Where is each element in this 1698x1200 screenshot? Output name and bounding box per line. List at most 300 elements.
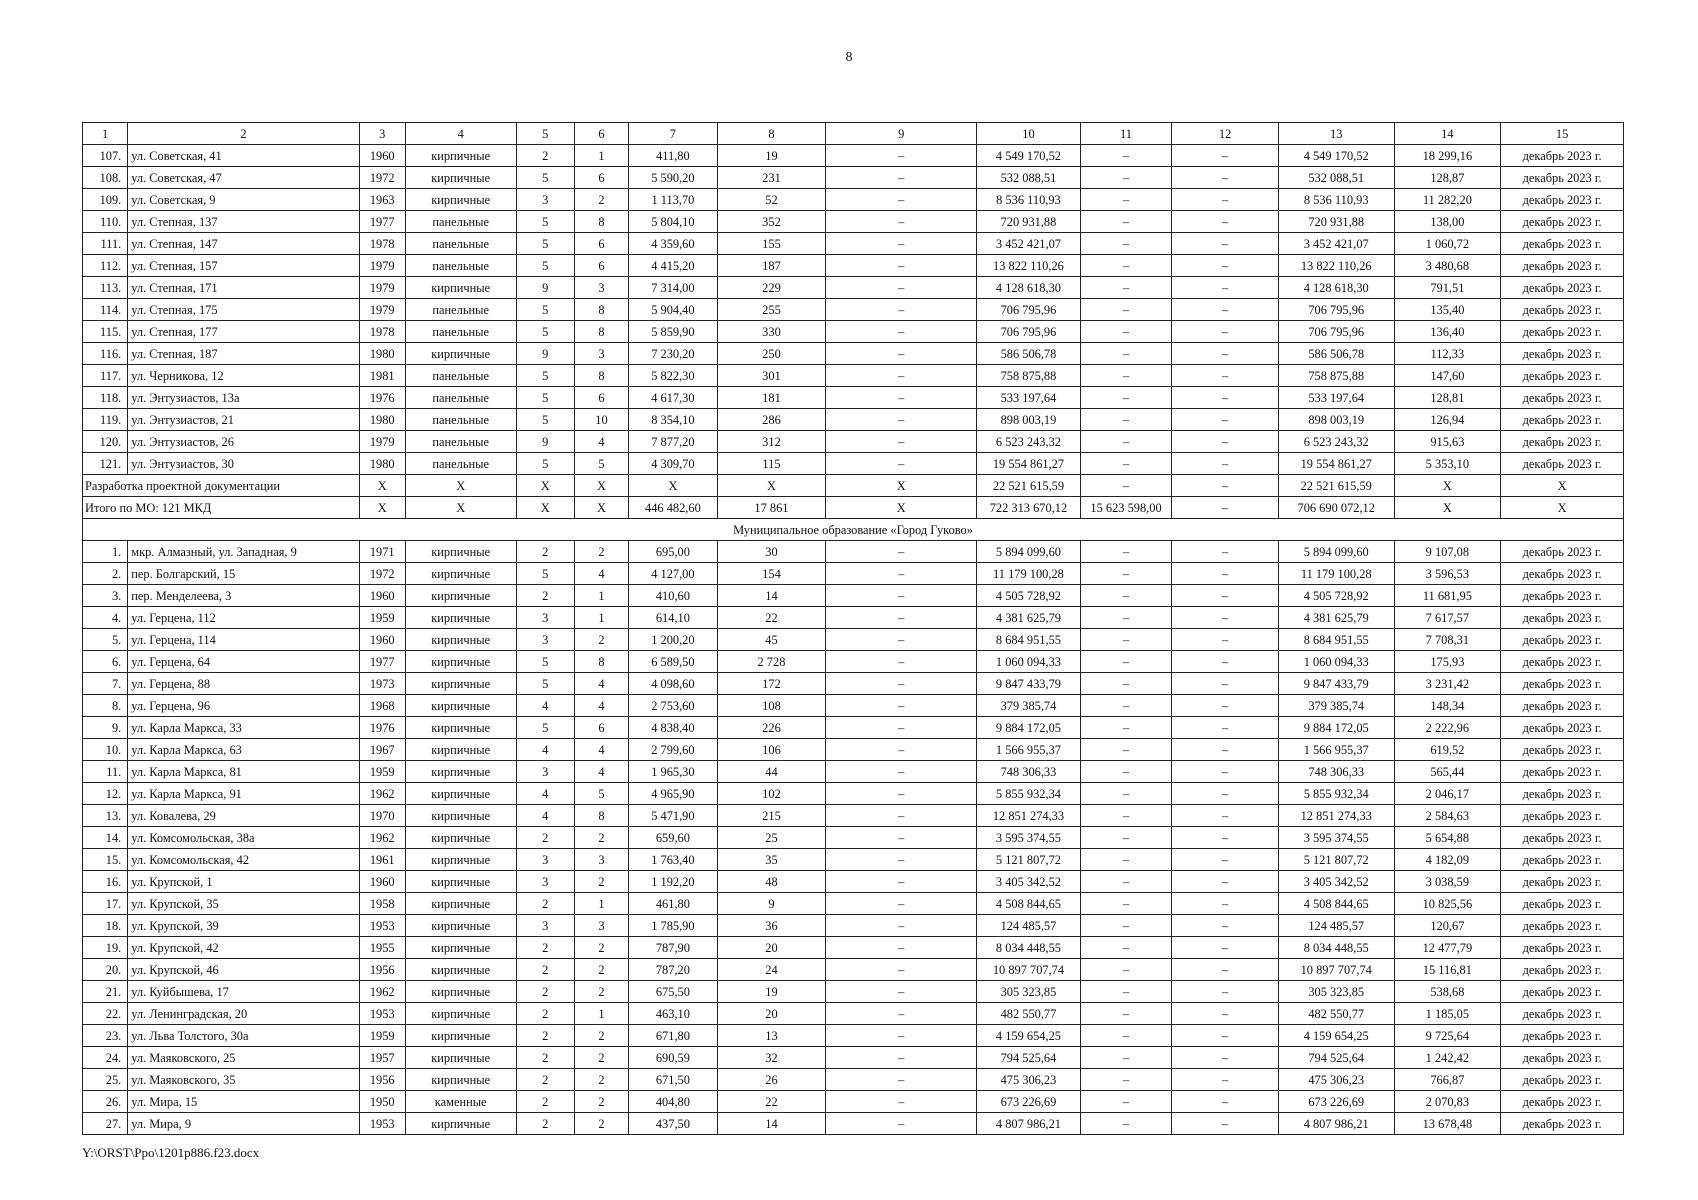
col-11: – [1080, 409, 1172, 431]
cost-total: 1 060 094,33 [977, 651, 1081, 673]
area: 5 590,20 [629, 167, 718, 189]
year: 1970 [359, 805, 405, 827]
col-11: – [1080, 277, 1172, 299]
wall-material: кирпичные [405, 167, 516, 189]
table-row [83, 453, 1624, 475]
row-no: 4. [83, 607, 128, 629]
wall-material: каменные [405, 1091, 516, 1113]
row-no: 110. [83, 211, 128, 233]
address: ул. Карла Маркса, 91 [128, 783, 359, 805]
residents: 36 [717, 915, 826, 937]
cost-13: 720 931,88 [1278, 211, 1394, 233]
table-row [83, 893, 1624, 915]
cost-13: 4 381 625,79 [1278, 607, 1394, 629]
total-row-cell: X [516, 497, 574, 519]
cost-13: 3 595 374,55 [1278, 827, 1394, 849]
area: 1 965,30 [629, 761, 718, 783]
residents: 250 [717, 343, 826, 365]
wall-material: кирпичные [405, 783, 516, 805]
col-11: – [1080, 937, 1172, 959]
area: 1 113,70 [629, 189, 718, 211]
area: 614,10 [629, 607, 718, 629]
table-row [83, 981, 1624, 1003]
residents: 330 [717, 321, 826, 343]
cost-13: 379 385,74 [1278, 695, 1394, 717]
table-row [83, 343, 1624, 365]
deadline: декабрь 2023 г. [1501, 1113, 1624, 1135]
wall-material: кирпичные [405, 1113, 516, 1135]
design-row-cell: X [1394, 475, 1501, 497]
area: 4 415,20 [629, 255, 718, 277]
residents: 255 [717, 299, 826, 321]
cost-per-m2: 18 299,16 [1394, 145, 1501, 167]
cost-per-m2: 9 725,64 [1394, 1025, 1501, 1047]
cost-13: 9 884 172,05 [1278, 717, 1394, 739]
table-row [83, 783, 1624, 805]
year: 1953 [359, 1003, 405, 1025]
entrances: 2 [574, 1025, 628, 1047]
col-9: – [826, 387, 977, 409]
cost-per-m2: 136,40 [1394, 321, 1501, 343]
entrances: 2 [574, 1047, 628, 1069]
cost-per-m2: 3 038,59 [1394, 871, 1501, 893]
deadline: декабрь 2023 г. [1501, 1025, 1624, 1047]
year: 1960 [359, 145, 405, 167]
col-11: – [1080, 1047, 1172, 1069]
col-9: – [826, 365, 977, 387]
cost-per-m2: 3 480,68 [1394, 255, 1501, 277]
deadline: декабрь 2023 г. [1501, 255, 1624, 277]
row-no: 9. [83, 717, 128, 739]
address: ул. Герцена, 88 [128, 673, 359, 695]
col-11: – [1080, 233, 1172, 255]
col-11: – [1080, 585, 1172, 607]
table-row [83, 1025, 1624, 1047]
cost-13: 5 894 099,60 [1278, 541, 1394, 563]
residents: 19 [717, 145, 826, 167]
row-no: 18. [83, 915, 128, 937]
table-row [83, 211, 1624, 233]
address: ул. Крупской, 42 [128, 937, 359, 959]
col-12: – [1172, 409, 1279, 431]
table-row [83, 541, 1624, 563]
col-9: – [826, 321, 977, 343]
row-no: 25. [83, 1069, 128, 1091]
floors: 5 [516, 673, 574, 695]
floors: 2 [516, 1047, 574, 1069]
col-12: – [1172, 629, 1279, 651]
wall-material: кирпичные [405, 1069, 516, 1091]
col-11: – [1080, 431, 1172, 453]
area: 7 230,20 [629, 343, 718, 365]
address: ул. Крупской, 46 [128, 959, 359, 981]
cost-total: 3 595 374,55 [977, 827, 1081, 849]
area: 5 471,90 [629, 805, 718, 827]
col-11: – [1080, 651, 1172, 673]
floors: 9 [516, 431, 574, 453]
residents: 226 [717, 717, 826, 739]
row-no: 121. [83, 453, 128, 475]
table-row [83, 959, 1624, 981]
floors: 2 [516, 981, 574, 1003]
area: 1 763,40 [629, 849, 718, 871]
floors: 5 [516, 255, 574, 277]
address: ул. Куйбышева, 17 [128, 981, 359, 1003]
deadline: декабрь 2023 г. [1501, 805, 1624, 827]
table-row [83, 1069, 1624, 1091]
cost-per-m2: 1 185,05 [1394, 1003, 1501, 1025]
col-11: – [1080, 321, 1172, 343]
cost-13: 673 226,69 [1278, 1091, 1394, 1113]
col-12: – [1172, 541, 1279, 563]
wall-material: панельные [405, 431, 516, 453]
cost-per-m2: 9 107,08 [1394, 541, 1501, 563]
col-12: – [1172, 1003, 1279, 1025]
wall-material: кирпичные [405, 981, 516, 1003]
cost-total: 706 795,96 [977, 299, 1081, 321]
cost-total: 4 381 625,79 [977, 607, 1081, 629]
entrances: 3 [574, 849, 628, 871]
floors: 2 [516, 145, 574, 167]
entrances: 4 [574, 563, 628, 585]
file-path-footer: Y:\ORST\Ppo\1201p886.f23.docx [82, 1145, 260, 1160]
header-cell: 15 [1501, 123, 1624, 145]
cost-13: 305 323,85 [1278, 981, 1394, 1003]
header-cell: 6 [574, 123, 628, 145]
design-row-cell: 22 521 615,59 [1278, 475, 1394, 497]
area: 4 359,60 [629, 233, 718, 255]
col-12: – [1172, 717, 1279, 739]
col-9: – [826, 849, 977, 871]
floors: 4 [516, 695, 574, 717]
entrances: 4 [574, 761, 628, 783]
residents: 14 [717, 1113, 826, 1135]
entrances: 6 [574, 233, 628, 255]
area: 675,50 [629, 981, 718, 1003]
cost-total: 13 822 110,26 [977, 255, 1081, 277]
col-12: – [1172, 827, 1279, 849]
area: 690,59 [629, 1047, 718, 1069]
floors: 3 [516, 607, 574, 629]
table-row [83, 189, 1624, 211]
floors: 2 [516, 541, 574, 563]
year: 1950 [359, 1091, 405, 1113]
cost-total: 758 875,88 [977, 365, 1081, 387]
col-11: – [1080, 255, 1172, 277]
design-row-cell: X [359, 475, 405, 497]
cost-total: 794 525,64 [977, 1047, 1081, 1069]
area: 1 785,90 [629, 915, 718, 937]
wall-material: кирпичные [405, 849, 516, 871]
cost-total: 8 034 448,55 [977, 937, 1081, 959]
floors: 5 [516, 409, 574, 431]
col-12: – [1172, 233, 1279, 255]
area: 4 098,60 [629, 673, 718, 695]
col-11: – [1080, 1003, 1172, 1025]
floors: 3 [516, 915, 574, 937]
year: 1959 [359, 607, 405, 629]
cost-13: 19 554 861,27 [1278, 453, 1394, 475]
deadline: декабрь 2023 г. [1501, 651, 1624, 673]
cost-13: 4 505 728,92 [1278, 585, 1394, 607]
entrances: 4 [574, 739, 628, 761]
wall-material: панельные [405, 233, 516, 255]
col-11: – [1080, 805, 1172, 827]
col-12: – [1172, 211, 1279, 233]
col-9: – [826, 299, 977, 321]
table-row [83, 563, 1624, 585]
col-12: – [1172, 673, 1279, 695]
area: 8 354,10 [629, 409, 718, 431]
col-9: – [826, 1047, 977, 1069]
residents: 20 [717, 1003, 826, 1025]
year: 1959 [359, 761, 405, 783]
entrances: 2 [574, 1091, 628, 1113]
row-no: 3. [83, 585, 128, 607]
deadline: декабрь 2023 г. [1501, 321, 1624, 343]
design-row-cell: X [717, 475, 826, 497]
floors: 9 [516, 343, 574, 365]
col-12: – [1172, 1025, 1279, 1047]
entrances: 8 [574, 299, 628, 321]
floors: 5 [516, 453, 574, 475]
cost-per-m2: 538,68 [1394, 981, 1501, 1003]
wall-material: кирпичные [405, 915, 516, 937]
address: ул. Карла Маркса, 33 [128, 717, 359, 739]
year: 1977 [359, 651, 405, 673]
cost-total: 379 385,74 [977, 695, 1081, 717]
design-row-cell: X [826, 475, 977, 497]
floors: 5 [516, 717, 574, 739]
wall-material: кирпичные [405, 277, 516, 299]
entrances: 1 [574, 145, 628, 167]
col-11: – [1080, 387, 1172, 409]
entrances: 2 [574, 1113, 628, 1135]
year: 1962 [359, 783, 405, 805]
cost-total: 8 536 110,93 [977, 189, 1081, 211]
floors: 5 [516, 365, 574, 387]
deadline: декабрь 2023 г. [1501, 871, 1624, 893]
area: 695,00 [629, 541, 718, 563]
area: 463,10 [629, 1003, 718, 1025]
col-9: – [826, 453, 977, 475]
entrances: 8 [574, 805, 628, 827]
floors: 2 [516, 1025, 574, 1047]
entrances: 5 [574, 453, 628, 475]
header-cell: 12 [1172, 123, 1279, 145]
residents: 172 [717, 673, 826, 695]
entrances: 3 [574, 343, 628, 365]
year: 1971 [359, 541, 405, 563]
row-no: 17. [83, 893, 128, 915]
col-9: – [826, 607, 977, 629]
address: ул. Герцена, 114 [128, 629, 359, 651]
floors: 9 [516, 277, 574, 299]
floors: 3 [516, 189, 574, 211]
col-11: – [1080, 717, 1172, 739]
col-9: – [826, 937, 977, 959]
wall-material: кирпичные [405, 695, 516, 717]
row-no: 24. [83, 1047, 128, 1069]
header-cell: 9 [826, 123, 977, 145]
table-row [83, 431, 1624, 453]
address: пер. Менделеева, 3 [128, 585, 359, 607]
total-row-label: Итого по МО: 121 МКД [83, 497, 360, 519]
cost-per-m2: 15 116,81 [1394, 959, 1501, 981]
area: 437,50 [629, 1113, 718, 1135]
cost-total: 706 795,96 [977, 321, 1081, 343]
entrances: 8 [574, 651, 628, 673]
cost-per-m2: 138,00 [1394, 211, 1501, 233]
col-9: – [826, 585, 977, 607]
deadline: декабрь 2023 г. [1501, 673, 1624, 695]
col-11: – [1080, 959, 1172, 981]
cost-total: 4 549 170,52 [977, 145, 1081, 167]
cost-total: 124 485,57 [977, 915, 1081, 937]
address: ул. Карла Маркса, 81 [128, 761, 359, 783]
col-9: – [826, 893, 977, 915]
wall-material: кирпичные [405, 1047, 516, 1069]
address: ул. Герцена, 112 [128, 607, 359, 629]
row-no: 115. [83, 321, 128, 343]
col-9: – [826, 629, 977, 651]
area: 5 804,10 [629, 211, 718, 233]
col-11: – [1080, 783, 1172, 805]
entrances: 2 [574, 1069, 628, 1091]
wall-material: панельные [405, 321, 516, 343]
year: 1976 [359, 387, 405, 409]
cost-total: 4 128 618,30 [977, 277, 1081, 299]
deadline: декабрь 2023 г. [1501, 849, 1624, 871]
table-row [83, 805, 1624, 827]
year: 1962 [359, 981, 405, 1003]
total-row-cell: X [359, 497, 405, 519]
col-12: – [1172, 937, 1279, 959]
col-9: – [826, 1025, 977, 1047]
table-row [83, 585, 1624, 607]
address: ул. Комсомольская, 38а [128, 827, 359, 849]
header-cell: 10 [977, 123, 1081, 145]
cost-per-m2: 5 654,88 [1394, 827, 1501, 849]
address: ул. Крупской, 35 [128, 893, 359, 915]
year: 1979 [359, 431, 405, 453]
row-no: 21. [83, 981, 128, 1003]
header-cell: 2 [128, 123, 359, 145]
cost-per-m2: 120,67 [1394, 915, 1501, 937]
cost-total: 673 226,69 [977, 1091, 1081, 1113]
cost-13: 4 128 618,30 [1278, 277, 1394, 299]
cost-total: 6 523 243,32 [977, 431, 1081, 453]
col-9: – [826, 343, 977, 365]
table-row [83, 321, 1624, 343]
col-9: – [826, 563, 977, 585]
col-11: – [1080, 145, 1172, 167]
area: 787,20 [629, 959, 718, 981]
entrances: 1 [574, 585, 628, 607]
table-row [83, 849, 1624, 871]
cost-13: 1 566 955,37 [1278, 739, 1394, 761]
col-11: – [1080, 849, 1172, 871]
cost-13: 706 795,96 [1278, 299, 1394, 321]
col-9: – [826, 805, 977, 827]
residents: 44 [717, 761, 826, 783]
cost-total: 1 566 955,37 [977, 739, 1081, 761]
table-row [83, 1003, 1624, 1025]
cost-13: 8 034 448,55 [1278, 937, 1394, 959]
table-row [83, 365, 1624, 387]
year: 1973 [359, 673, 405, 695]
cost-13: 3 405 342,52 [1278, 871, 1394, 893]
wall-material: кирпичные [405, 585, 516, 607]
row-no: 111. [83, 233, 128, 255]
total-row-cell: – [1172, 497, 1279, 519]
row-no: 7. [83, 673, 128, 695]
table-row [83, 937, 1624, 959]
design-row-cell: 22 521 615,59 [977, 475, 1081, 497]
col-12: – [1172, 761, 1279, 783]
deadline: декабрь 2023 г. [1501, 167, 1624, 189]
residents: 229 [717, 277, 826, 299]
cost-per-m2: 2 070,83 [1394, 1091, 1501, 1113]
cost-per-m2: 148,34 [1394, 695, 1501, 717]
deadline: декабрь 2023 г. [1501, 981, 1624, 1003]
wall-material: кирпичные [405, 563, 516, 585]
area: 5 822,30 [629, 365, 718, 387]
entrances: 2 [574, 827, 628, 849]
deadline: декабрь 2023 г. [1501, 409, 1624, 431]
floors: 3 [516, 629, 574, 651]
cost-per-m2: 7 708,31 [1394, 629, 1501, 651]
floors: 2 [516, 1003, 574, 1025]
year: 1979 [359, 299, 405, 321]
table-row [83, 277, 1624, 299]
cost-13: 475 306,23 [1278, 1069, 1394, 1091]
col-11: – [1080, 299, 1172, 321]
cost-per-m2: 13 678,48 [1394, 1113, 1501, 1135]
col-9: – [826, 695, 977, 717]
residents: 155 [717, 233, 826, 255]
deadline: декабрь 2023 г. [1501, 453, 1624, 475]
row-no: 26. [83, 1091, 128, 1113]
year: 1968 [359, 695, 405, 717]
col-9: – [826, 717, 977, 739]
deadline: декабрь 2023 г. [1501, 827, 1624, 849]
table-row [83, 299, 1624, 321]
row-no: 113. [83, 277, 128, 299]
area: 7 877,20 [629, 431, 718, 453]
address: ул. Степная, 171 [128, 277, 359, 299]
row-no: 120. [83, 431, 128, 453]
entrances: 1 [574, 1003, 628, 1025]
address: ул. Степная, 137 [128, 211, 359, 233]
deadline: декабрь 2023 г. [1501, 959, 1624, 981]
col-12: – [1172, 739, 1279, 761]
cost-13: 8 684 951,55 [1278, 629, 1394, 651]
address: ул. Советская, 47 [128, 167, 359, 189]
table-row [83, 761, 1624, 783]
cost-per-m2: 791,51 [1394, 277, 1501, 299]
total-row-cell: 722 313 670,12 [977, 497, 1081, 519]
table-header-row [83, 123, 1624, 145]
deadline: декабрь 2023 г. [1501, 893, 1624, 915]
wall-material: кирпичные [405, 717, 516, 739]
cost-total: 4 159 654,25 [977, 1025, 1081, 1047]
entrances: 4 [574, 695, 628, 717]
wall-material: панельные [405, 299, 516, 321]
address: пер. Болгарский, 15 [128, 563, 359, 585]
year: 1976 [359, 717, 405, 739]
year: 1955 [359, 937, 405, 959]
